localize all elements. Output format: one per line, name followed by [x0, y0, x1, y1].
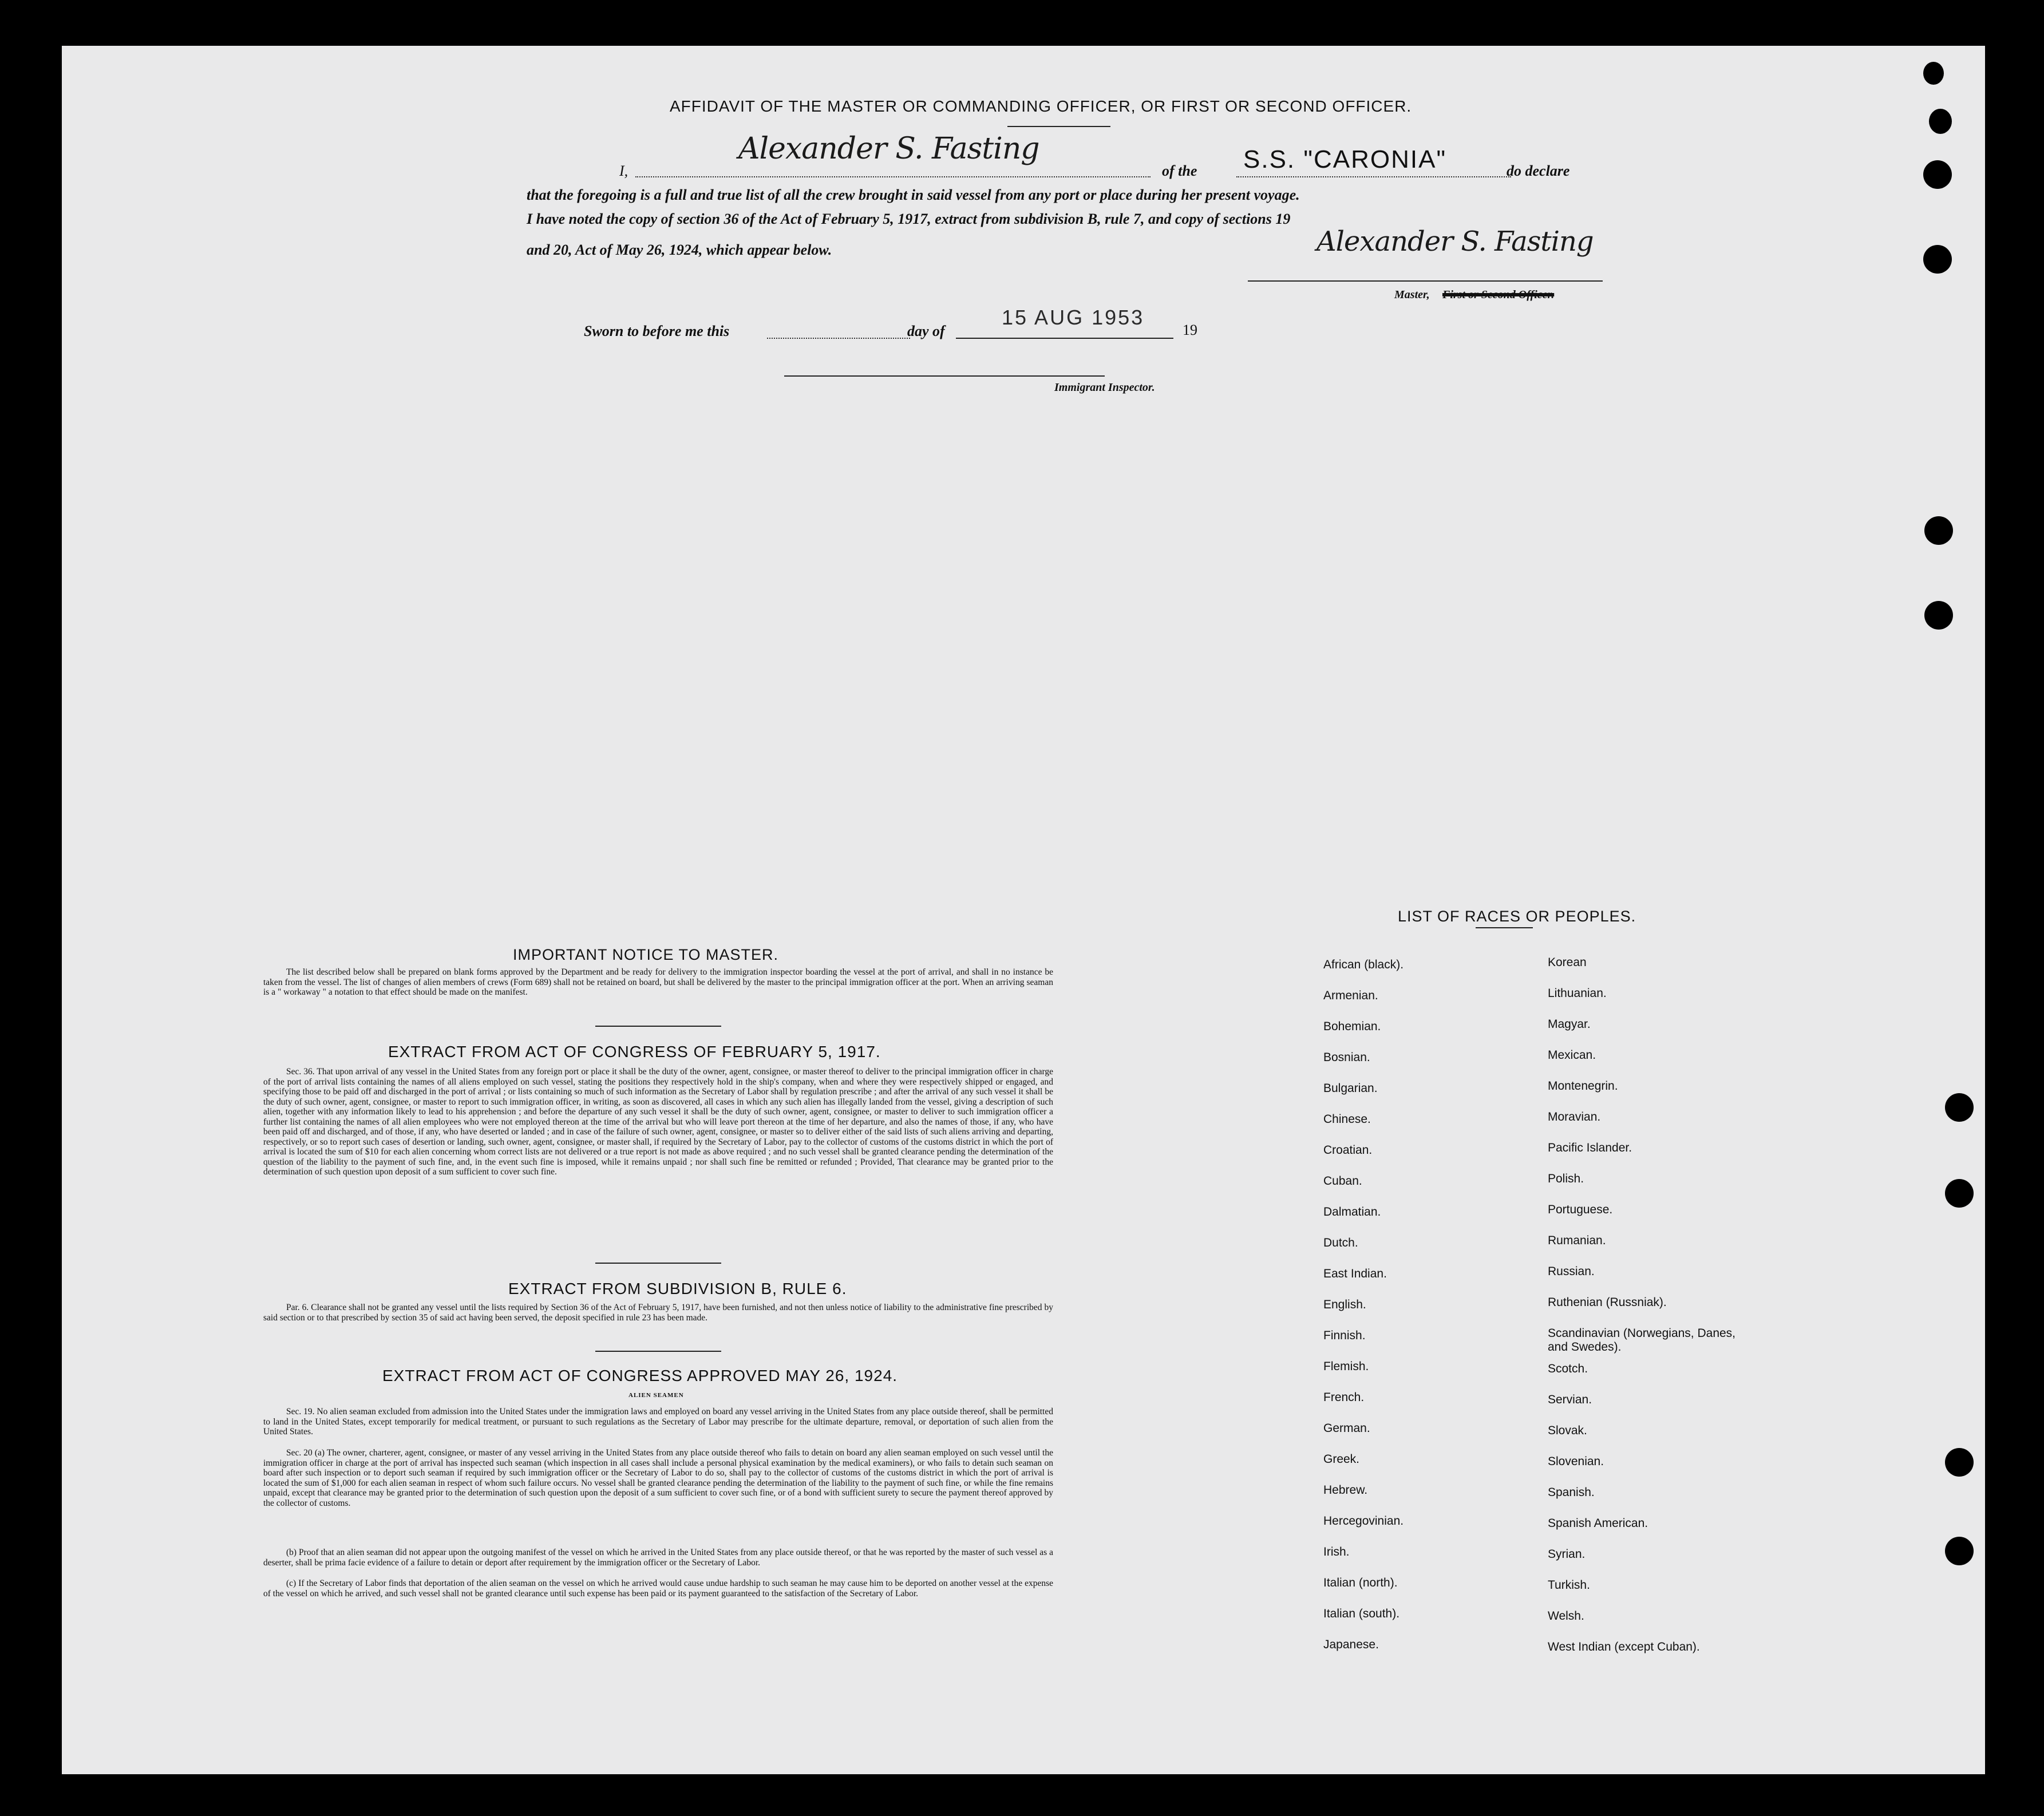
punch-hole: [1923, 245, 1952, 274]
affidavit-i-label: I,: [619, 163, 628, 179]
notice-text: The list described below shall be prepared on blank forms approved by the Department and be ready for delivery to the immigration inspector boarding the vessel at the port of arrival, and shall in no instance be taken from the vessel. The list of changes of alien members of crews (Form 689) shall not be retained on board, but shall be delivered by the master to the principal immigration officer at the port. When an arriving seaman is a " workaway " a notation to that effect should be made on the manifest.: [263, 967, 1053, 997]
extract-1924-title: EXTRACT FROM ACT OF CONGRESS APPROVED MAY 26, 1924.: [382, 1367, 898, 1384]
race-item: Rumanian.: [1548, 1234, 1606, 1247]
race-item: Spanish.: [1548, 1486, 1595, 1499]
race-item: Slovenian.: [1548, 1455, 1604, 1468]
race-item: Welsh.: [1548, 1609, 1584, 1623]
extract-1917-text: Sec. 36. That upon arrival of any vessel in the United States from any foreign port or place it shall be the duty of the owner, agent, consignee, or master thereof to deliver to the principal immigration officer in charge of the port of arrival lists containing the names of all aliens employed on such vessel, stating the positions they respectively hold in the ship's company, when and where they were respectively shipped or engaged, and specifying those to be paid off and discharged in the port of arrival ; or lists containing so much of such information as the Secretary of Labor shall by regulation prescribe ; and after the arrival of any such vessel it shall be the duty of such owner, agent, consignee, or master to report to such immigration officer, in writing, as soon as discovered, all cases in which any such alien has illegally landed from the vessel, giving a description of such alien, together with any information likely to lead to his apprehension ; and before the departure of any such vessel it shall be the duty of such owner, agent, consignee, or master to deliver to such immigration officer a further list containing the names of all alien employees who were not employed thereon at the time of the arrival but who will leave port thereon at the time of her departure, and also the names of those, if any, who have been paid off and discharged, and of those, if any, who have deserted or landed ; and in case of the failure of such owner, agent, consignee, or master so to deliver either of the said lists of such aliens arriving and departing, respectively, or so to report such cases of desertion or landing, such owner, agent, consignee, or master shall, if required by the Secretary of Labor, pay to the collector of customs of the customs district in which the port of arrival is located the sum of $10 for each alien concerning whom correct lists are not delivered or a true report is not made as above required ; and no such vessel shall be granted clearance pending the determination of the question of the liability to the payment of such fine, and, in the event such fine is imposed, while it remains unpaid ; nor shall such fine be remitted or refunded ; Provided, That clearance may be granted prior to the determination of such question upon deposit of a sum sufficient to cover such fine.: [263, 1067, 1053, 1177]
affidavit-title: AFFIDAVIT OF THE MASTER OR COMMANDING OFFICER, OR FIRST OR SECOND OFFICER.: [670, 97, 1412, 115]
race-item: Syrian.: [1548, 1548, 1586, 1561]
race-item: Dalmatian.: [1323, 1205, 1381, 1218]
race-item: Greek.: [1323, 1453, 1360, 1466]
master-signature-2: Alexander S. Fasting: [1316, 225, 1594, 258]
race-item: Bohemian.: [1323, 1020, 1381, 1033]
vessel-line: [1236, 176, 1511, 177]
race-item: Pacific Islander.: [1548, 1141, 1632, 1154]
race-item: Turkish.: [1548, 1578, 1590, 1592]
punch-hole: [1923, 62, 1944, 85]
race-item: Portuguese.: [1548, 1203, 1613, 1216]
race-item: Mexican.: [1548, 1049, 1596, 1062]
date-stamp: 15 AUG 1953: [1002, 306, 1145, 329]
race-item: Scandinavian (Norwegians, Danes, and Swedes).: [1548, 1327, 1736, 1354]
struck-officer-label: First or Second Officer.: [1442, 288, 1555, 301]
document-page: [62, 46, 1985, 1774]
sec20a-text: Sec. 20 (a) The owner, charterer, agent, consignee, or master of any vessel arriving in the United States from any place outside thereof who fails to detain on board any alien seaman employed on such vessel until the immigration officer in charge at the port of arrival has inspected such seaman (which inspection in all cases shall include a personal physical examination by the medical examiners), or who fails to detain such seaman on board after such inspection or to deport such seaman if required by such immigration officer or the Secretary of Labor to do so, shall pay to the collector of customs of the customs district in which the port of arrival is located the sum of $1,000 for each alien seaman in respect of whom such failure occurs. No vessel shall be granted clearance pending the determination of the liability to the payment of such fine, or while the fine remains unpaid, except that clearance may be granted prior to the determination of such question upon the deposit of a sum sufficient to cover such fine, or of a bond with sufficient surety to secure the payment thereof approved by the collector of customs.: [263, 1448, 1053, 1508]
signature-line: [1248, 280, 1603, 282]
subdivision-text: Par. 6. Clearance shall not be granted any vessel until the lists required by Section 36 of the Act of February 5, 1917, have been furnished, and not then unless notice of liability to the administrative fine prescribed by said section or to that prescribed by section 35 of said act having been served, the deposit specified in rule 23 has been made.: [263, 1303, 1053, 1323]
race-item: Japanese.: [1323, 1638, 1379, 1651]
race-item: German.: [1323, 1422, 1370, 1435]
subdivision-divider: [595, 1351, 721, 1352]
day-of-label: day of: [907, 323, 945, 339]
punch-hole: [1945, 1093, 1974, 1122]
inspector-line: [784, 375, 1105, 377]
race-item: Hercegovinian.: [1323, 1514, 1404, 1528]
race-item: East Indian.: [1323, 1267, 1387, 1280]
race-item: Flemish.: [1323, 1360, 1369, 1373]
race-item: Russian.: [1548, 1265, 1595, 1278]
race-item: Montenegrin.: [1548, 1079, 1618, 1093]
race-item: West Indian (except Cuban).: [1548, 1640, 1700, 1653]
extract-1917-divider: [595, 1263, 721, 1264]
sworn-day-line: [767, 338, 910, 339]
race-item: Chinese.: [1323, 1113, 1371, 1126]
name-line: [635, 176, 1151, 177]
race-item: Slovak.: [1548, 1424, 1587, 1437]
race-item: Servian.: [1548, 1393, 1592, 1406]
race-item: Finnish.: [1323, 1329, 1366, 1342]
alien-seamen-subtitle: ALIEN SEAMEN: [628, 1392, 684, 1399]
race-item: Bulgarian.: [1323, 1082, 1378, 1095]
race-item: Dutch.: [1323, 1236, 1358, 1249]
affidavit-line-1: that the foregoing is a full and true list of all the crew brought in said vessel from any port or place during her present voyage.: [527, 187, 1300, 203]
year-prefix: 19: [1183, 322, 1197, 338]
race-item: English.: [1323, 1298, 1366, 1311]
notice-divider: [595, 1026, 721, 1027]
punch-hole: [1945, 1537, 1974, 1565]
extract-1917-title: EXTRACT FROM ACT OF CONGRESS OF FEBRUARY 5, 1917.: [388, 1043, 881, 1061]
sworn-label: Sworn to before me this: [584, 323, 730, 339]
do-declare-label: do declare: [1507, 163, 1570, 179]
inspector-label: Immigrant Inspector.: [1054, 381, 1155, 394]
race-item: Croatian.: [1323, 1144, 1373, 1157]
race-item: Hebrew.: [1323, 1483, 1368, 1497]
race-item: Italian (north).: [1323, 1576, 1398, 1589]
race-item: Bosnian.: [1323, 1051, 1370, 1064]
race-item: African (black).: [1323, 958, 1404, 971]
race-item: French.: [1323, 1391, 1365, 1404]
punch-hole: [1929, 109, 1952, 134]
race-item: Cuban.: [1323, 1174, 1362, 1188]
race-item: Ruthenian (Russniak).: [1548, 1296, 1667, 1309]
title-underline: [1007, 126, 1110, 127]
race-item: Lithuanian.: [1548, 987, 1607, 1000]
race-item: Korean: [1548, 956, 1587, 969]
sec19-text: Sec. 19. No alien seaman excluded from admission into the United States under the immigration laws and employed on board any vessel arriving in the United States from any place outside thereof, shall be permitted to land in the United States, except temporarily for medical treatment, or pursuant to such regulations as the Secretary of Labor may prescribe for the ultimate departure, removal, or deportation of such alien from the United States.: [263, 1407, 1053, 1437]
sworn-date-line: [956, 338, 1173, 339]
sec20b-text: (b) Proof that an alien seaman did not appear upon the outgoing manifest of the vessel on which he arrived in the United States from any place outside thereof, or that he was reported by the master of such vessel as a deserter, shall be prima facie evidence of a failure to detain or deport after requirement by the immigration officer or the Secretary of Labor.: [263, 1548, 1053, 1568]
of-the-label: of the: [1162, 163, 1197, 179]
vessel-name: S.S. "CARONIA": [1243, 145, 1447, 173]
notice-title: IMPORTANT NOTICE TO MASTER.: [513, 946, 779, 963]
race-item: Spanish American.: [1548, 1517, 1648, 1530]
subdivision-title: EXTRACT FROM SUBDIVISION B, RULE 6.: [508, 1280, 847, 1297]
races-underline: [1476, 927, 1533, 928]
race-item: Magyar.: [1548, 1018, 1591, 1031]
affidavit-line-2: I have noted the copy of section 36 of the Act of February 5, 1917, extract from subdivision B, rule 7, and copy of sections 19: [527, 211, 1291, 227]
master-signature: Alexander S. Fasting: [738, 132, 1039, 166]
races-title: LIST OF RACES OR PEOPLES.: [1398, 908, 1636, 925]
race-item: Irish.: [1323, 1545, 1350, 1558]
race-item: Scotch.: [1548, 1362, 1588, 1375]
affidavit-line-3: and 20, Act of May 26, 1924, which appear below.: [527, 242, 832, 258]
race-item: Moravian.: [1548, 1110, 1601, 1123]
master-label: Master,: [1394, 288, 1430, 301]
race-item: Polish.: [1548, 1172, 1584, 1185]
race-item: Italian (south).: [1323, 1607, 1400, 1620]
punch-hole: [1945, 1179, 1974, 1208]
race-item: Armenian.: [1323, 989, 1378, 1002]
sec20c-text: (c) If the Secretary of Labor finds that deportation of the alien seaman on the vessel on which he arrived would cause undue hardship to such seaman he may cause him to be deported on another vessel at the expense of the vessel on which he arrived, and such vessel shall not be granted clearance until such expense has been paid or its payment guaranteed to the satisfaction of the Secretary of Labor.: [263, 1578, 1053, 1599]
punch-hole: [1945, 1448, 1974, 1477]
punch-hole: [1924, 601, 1953, 630]
punch-hole: [1924, 516, 1953, 545]
punch-hole: [1923, 160, 1952, 189]
